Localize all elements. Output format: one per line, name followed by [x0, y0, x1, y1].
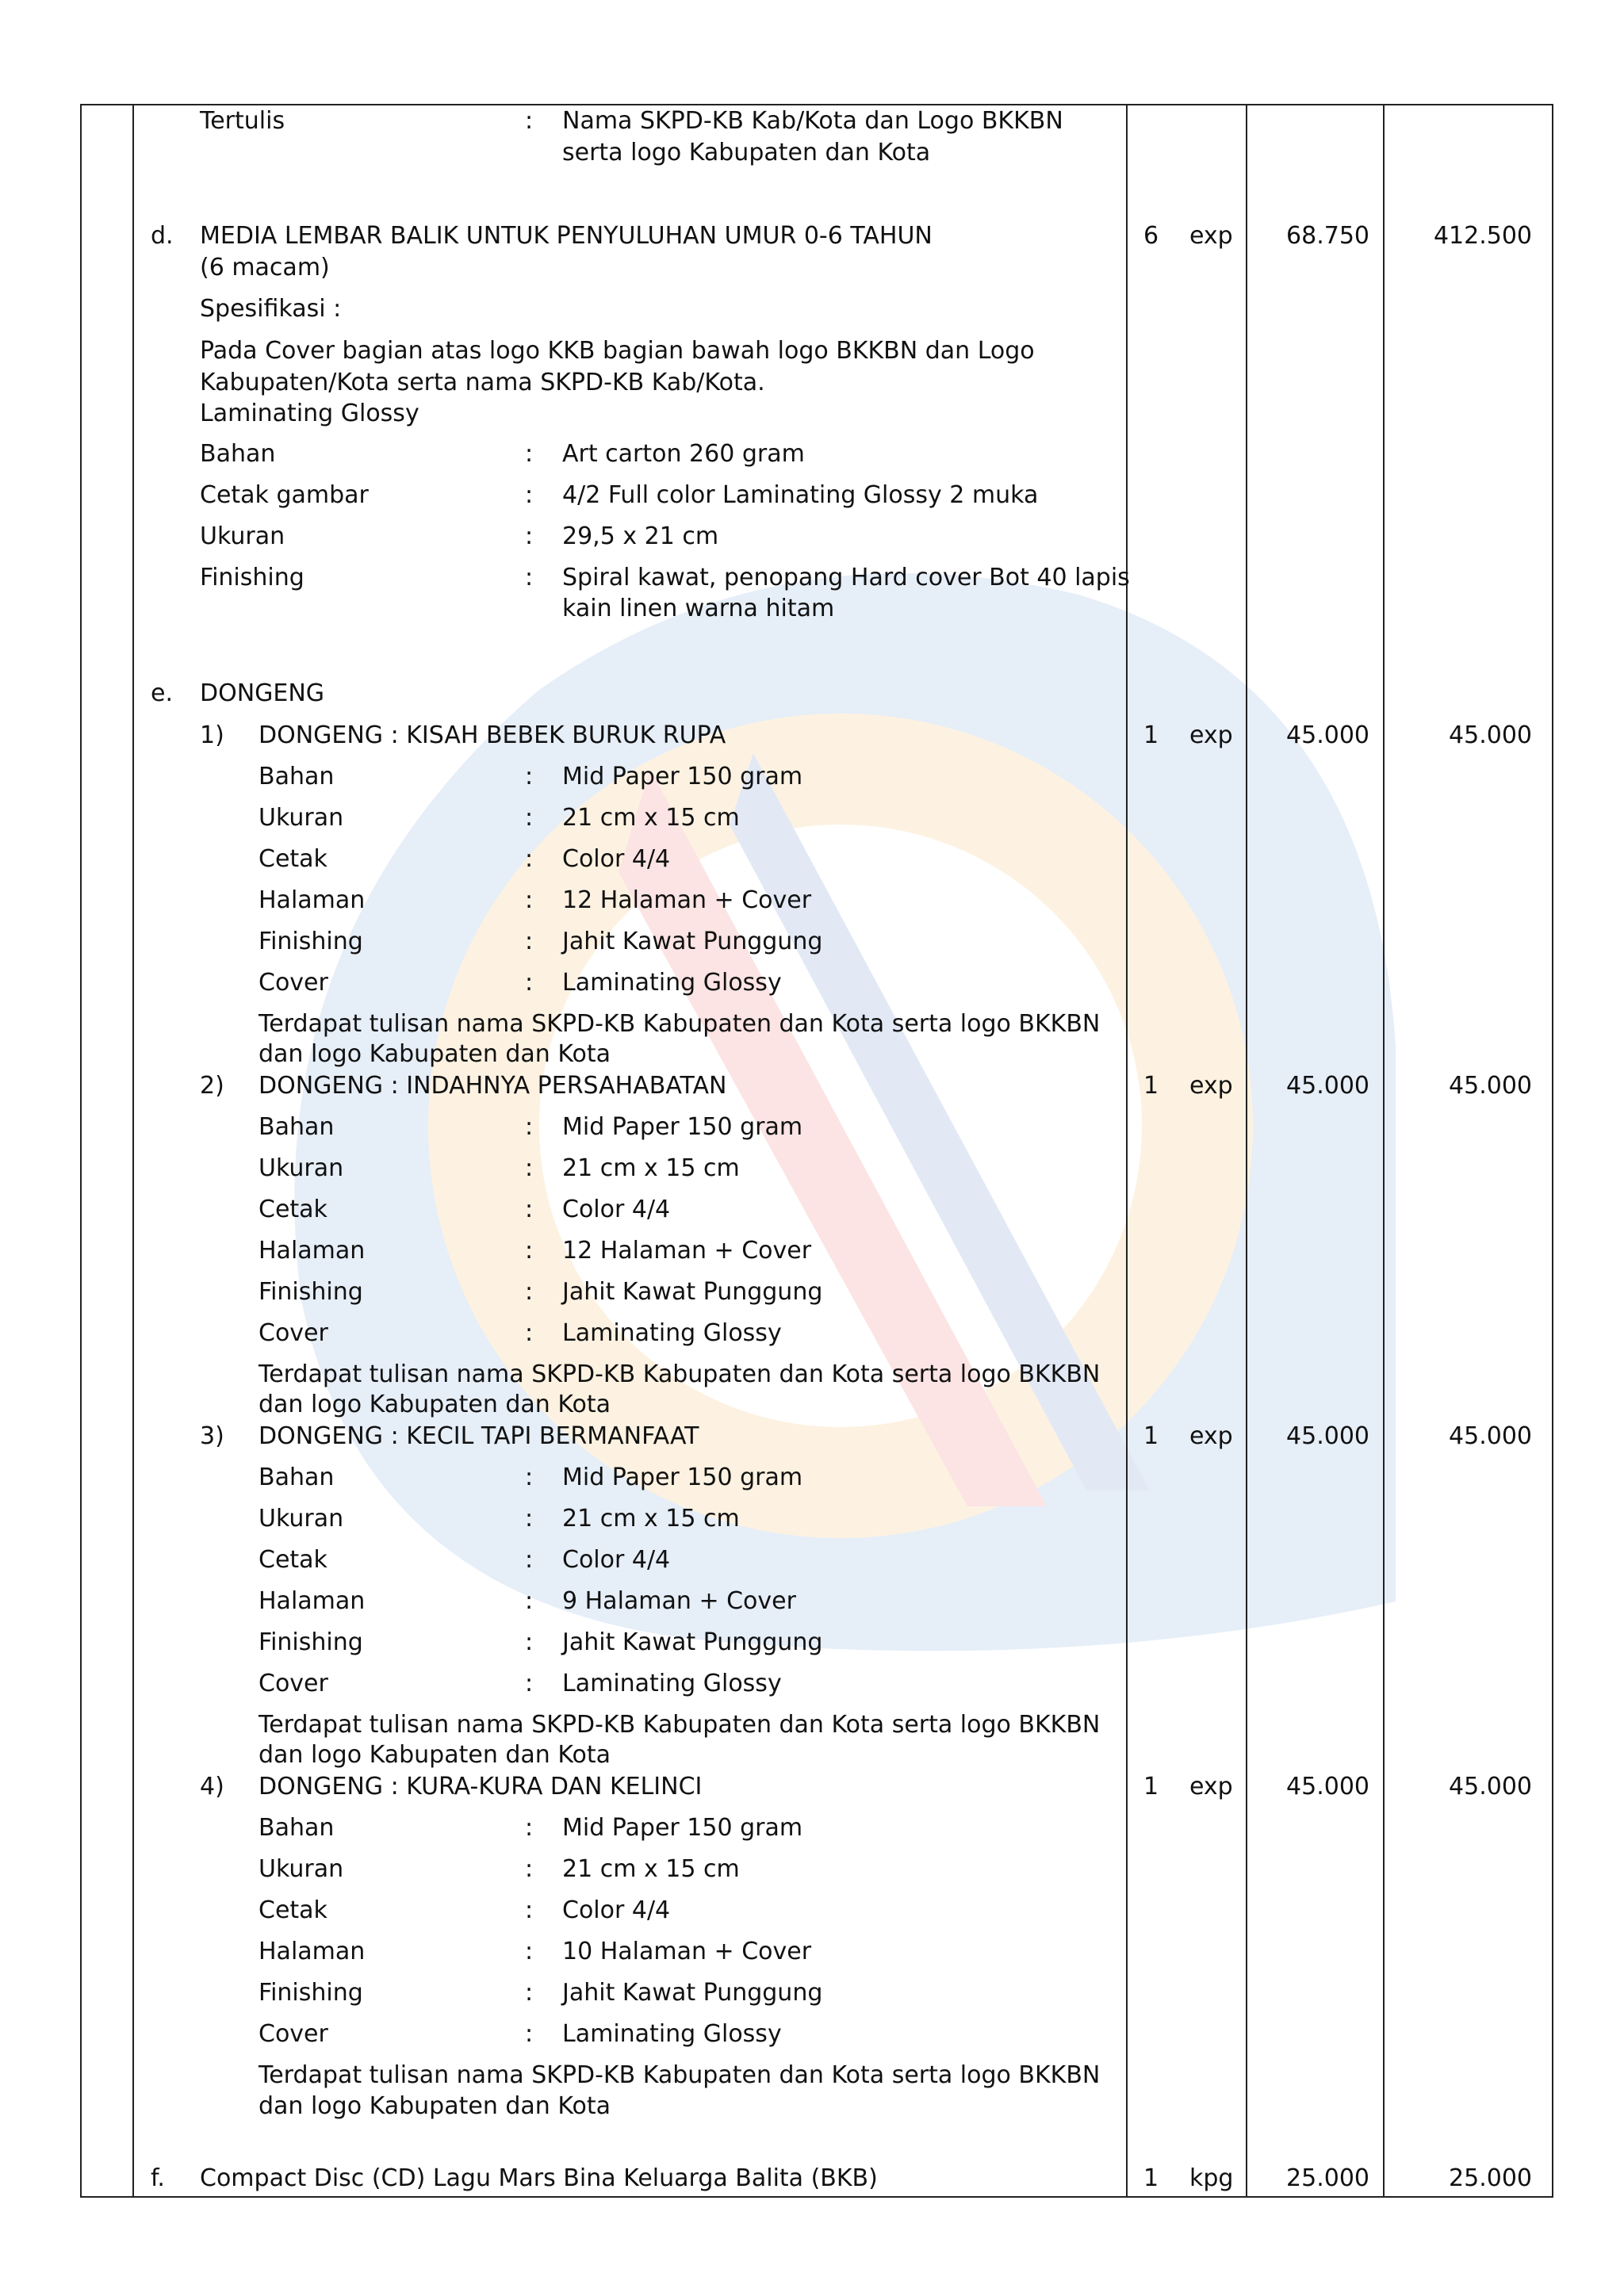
spec-label: Ukuran: [259, 1855, 344, 1883]
colon: :: [525, 1855, 534, 1883]
spec-value: Laminating Glossy: [562, 1319, 782, 1347]
sub-item-price: 45.000: [1286, 1773, 1369, 1800]
spec-label: Ukuran: [200, 522, 285, 550]
spec-value: 12 Halaman + Cover: [562, 886, 812, 914]
colon: :: [525, 1938, 534, 1965]
sub-item-title: DONGENG : KURA-KURA DAN KELINCI: [259, 1773, 703, 1800]
sub-item-qty: 1: [1143, 1072, 1159, 1100]
spec-label: Ukuran: [259, 1505, 344, 1533]
item-f-qty: 1: [1143, 2164, 1159, 2192]
sub-item-note-line2: dan logo Kabupaten dan Kota: [259, 2092, 611, 2120]
spec-label: Halaman: [259, 1587, 366, 1615]
spec-label: Cetak: [259, 1546, 327, 1574]
item-d-qty: 6: [1143, 222, 1159, 250]
spec-value: Jahit Kawat Punggung: [562, 1628, 823, 1656]
spec-value: Art carton 260 gram: [562, 440, 805, 468]
sub-item-number: 1): [200, 721, 224, 749]
spec-value: Spiral kawat, penopang Hard cover Bot 40 lapis: [562, 564, 1130, 591]
sub-item-qty: 1: [1143, 721, 1159, 749]
sub-item-note-line1: Terdapat tulisan nama SKPD-KB Kabupaten dan Kota serta logo BKKBN: [259, 1360, 1101, 1388]
spec-label: Cover: [259, 1670, 328, 1697]
sub-item-total: 45.000: [1449, 721, 1532, 749]
spec-value: 9 Halaman + Cover: [562, 1587, 796, 1615]
spec-value: 4/2 Full color Laminating Glossy 2 muka: [562, 481, 1039, 509]
spec-label: Halaman: [259, 886, 366, 914]
spec-label: Cetak: [259, 1196, 327, 1223]
sub-item-qty: 1: [1143, 1773, 1159, 1800]
sub-item-price: 45.000: [1286, 721, 1369, 749]
spec-label: Ukuran: [259, 1154, 344, 1182]
spec-label: Bahan: [259, 1113, 335, 1141]
spec-label: Ukuran: [259, 804, 344, 832]
spec-value: Mid Paper 150 gram: [562, 1464, 803, 1491]
sub-item-number: 2): [200, 1072, 224, 1100]
colon: :: [525, 928, 534, 955]
spec-value: Color 4/4: [562, 1896, 671, 1924]
colon: :: [525, 1278, 534, 1306]
colon: :: [525, 1113, 534, 1141]
colon: :: [525, 969, 534, 997]
spec-label: Finishing: [259, 1628, 363, 1656]
colon: :: [525, 2020, 534, 2048]
item-f-price: 25.000: [1286, 2164, 1369, 2192]
sub-item-note-line1: Terdapat tulisan nama SKPD-KB Kabupaten dan Kota serta logo BKKBN: [259, 1711, 1101, 1739]
colon: :: [525, 763, 534, 790]
item-f-title: Compact Disc (CD) Lagu Mars Bina Keluarga Balita (BKB): [200, 2164, 878, 2192]
sub-item-qty: 1: [1143, 1422, 1159, 1450]
colon: :: [525, 1196, 534, 1223]
spec-label: Bahan: [259, 1814, 335, 1842]
spec-value: 21 cm x 15 cm: [562, 1505, 740, 1533]
spec-label: Bahan: [259, 1464, 335, 1491]
colon: :: [525, 1154, 534, 1182]
table-border-right: [1552, 104, 1553, 2198]
spec-value-line2: kain linen warna hitam: [562, 595, 835, 622]
spec-value: Mid Paper 150 gram: [562, 1814, 803, 1842]
colon: :: [525, 440, 534, 468]
table-border-left: [80, 104, 82, 2198]
item-e-title: DONGENG: [200, 679, 325, 707]
spec-label: Cetak gambar: [200, 481, 369, 509]
sub-item-price: 45.000: [1286, 1072, 1369, 1100]
spec-value: 21 cm x 15 cm: [562, 1855, 740, 1883]
colon: :: [525, 1505, 534, 1533]
colon: :: [525, 845, 534, 873]
item-d-marker: d.: [151, 222, 174, 250]
item-d-desc-line1: Pada Cover bagian atas logo KKB bagian bawah logo BKKBN dan Logo: [200, 337, 1035, 365]
spec-value: Jahit Kawat Punggung: [562, 1979, 823, 2007]
spec-value: Laminating Glossy: [562, 969, 782, 997]
table-border-bottom: [80, 2196, 1553, 2198]
spec-value: Laminating Glossy: [562, 2020, 782, 2048]
spec-value: Jahit Kawat Punggung: [562, 1278, 823, 1306]
spec-value: 29,5 x 21 cm: [562, 522, 719, 550]
table-divider-number: [132, 104, 134, 2198]
colon: :: [525, 1546, 534, 1574]
lead-value-line2: serta logo Kabupaten dan Kota: [562, 139, 931, 166]
spec-value: Color 4/4: [562, 845, 671, 873]
item-d-price: 68.750: [1286, 222, 1369, 250]
spec-value: Mid Paper 150 gram: [562, 1113, 803, 1141]
sub-item-note-line2: dan logo Kabupaten dan Kota: [259, 1391, 611, 1418]
spec-label: Halaman: [259, 1237, 366, 1265]
sub-item-price: 45.000: [1286, 1422, 1369, 1450]
item-d-spec-label: Spesifikasi :: [200, 295, 342, 323]
spec-label: Finishing: [259, 1979, 363, 2007]
spec-value: 21 cm x 15 cm: [562, 804, 740, 832]
sub-item-note-line1: Terdapat tulisan nama SKPD-KB Kabupaten dan Kota serta logo BKKBN: [259, 2061, 1101, 2089]
item-d-desc-line2: Kabupaten/Kota serta nama SKPD-KB Kab/Kota.: [200, 369, 765, 396]
item-d-unit: exp: [1189, 222, 1233, 250]
spec-label: Cover: [259, 1319, 328, 1347]
colon: :: [525, 1319, 534, 1347]
sub-item-unit: exp: [1189, 1422, 1233, 1450]
sub-item-note-line2: dan logo Kabupaten dan Kota: [259, 1040, 611, 1068]
table-divider-price: [1383, 104, 1385, 2198]
spec-label: Bahan: [259, 763, 335, 790]
colon: :: [525, 1670, 534, 1697]
sub-item-title: DONGENG : INDAHNYA PERSAHABATAN: [259, 1072, 727, 1100]
sub-item-unit: exp: [1189, 721, 1233, 749]
colon: :: [525, 564, 534, 591]
lead-value-line1: Nama SKPD-KB Kab/Kota dan Logo BKKBN: [562, 107, 1063, 135]
table-divider-description: [1126, 104, 1128, 2198]
spec-value: Color 4/4: [562, 1196, 671, 1223]
spec-label: Bahan: [200, 440, 276, 468]
spec-value: 12 Halaman + Cover: [562, 1237, 812, 1265]
sub-item-unit: exp: [1189, 1773, 1233, 1800]
colon: :: [525, 107, 534, 135]
colon: :: [525, 481, 534, 509]
colon: :: [525, 522, 534, 550]
spec-label: Cetak: [259, 1896, 327, 1924]
colon: :: [525, 1814, 534, 1842]
colon: :: [525, 886, 534, 914]
colon: :: [525, 1237, 534, 1265]
table-divider-volume: [1246, 104, 1247, 2198]
item-d-total: 412.500: [1433, 222, 1532, 250]
item-d-title-line2: (6 macam): [200, 254, 330, 281]
item-e-marker: e.: [151, 679, 173, 707]
item-f-total: 25.000: [1449, 2164, 1532, 2192]
sub-item-total: 45.000: [1449, 1773, 1532, 1800]
sub-item-title: DONGENG : KISAH BEBEK BURUK RUPA: [259, 721, 726, 749]
colon: :: [525, 1979, 534, 2007]
spec-label: Cover: [259, 969, 328, 997]
spec-value: Color 4/4: [562, 1546, 671, 1574]
spec-value: Laminating Glossy: [562, 1670, 782, 1697]
sub-item-number: 3): [200, 1422, 224, 1450]
colon: :: [525, 1587, 534, 1615]
sub-item-unit: exp: [1189, 1072, 1233, 1100]
sub-item-total: 45.000: [1449, 1422, 1532, 1450]
spec-value: 10 Halaman + Cover: [562, 1938, 812, 1965]
bkkbn-watermark-logo: [206, 507, 1443, 1697]
spec-value: 21 cm x 15 cm: [562, 1154, 740, 1182]
spec-label: Cover: [259, 2020, 328, 2048]
spec-value: Mid Paper 150 gram: [562, 763, 803, 790]
item-f-unit: kpg: [1189, 2164, 1234, 2192]
colon: :: [525, 804, 534, 832]
item-d-desc-line3: Laminating Glossy: [200, 400, 419, 427]
colon: :: [525, 1896, 534, 1924]
spec-label: Halaman: [259, 1938, 366, 1965]
spec-label: Finishing: [259, 928, 363, 955]
sub-item-title: DONGENG : KECIL TAPI BERMANFAAT: [259, 1422, 699, 1450]
sub-item-note-line2: dan logo Kabupaten dan Kota: [259, 1741, 611, 1769]
spec-label: Finishing: [259, 1278, 363, 1306]
colon: :: [525, 1464, 534, 1491]
sub-item-number: 4): [200, 1773, 224, 1800]
spec-value: Jahit Kawat Punggung: [562, 928, 823, 955]
item-d-title-line1: MEDIA LEMBAR BALIK UNTUK PENYULUHAN UMUR 0-6 TAHUN: [200, 222, 933, 250]
spec-label: Cetak: [259, 845, 327, 873]
item-f-marker: f.: [151, 2164, 165, 2192]
spec-label: Finishing: [200, 564, 304, 591]
colon: :: [525, 1628, 534, 1656]
sub-item-total: 45.000: [1449, 1072, 1532, 1100]
lead-label: Tertulis: [200, 107, 285, 135]
sub-item-note-line1: Terdapat tulisan nama SKPD-KB Kabupaten dan Kota serta logo BKKBN: [259, 1010, 1101, 1038]
